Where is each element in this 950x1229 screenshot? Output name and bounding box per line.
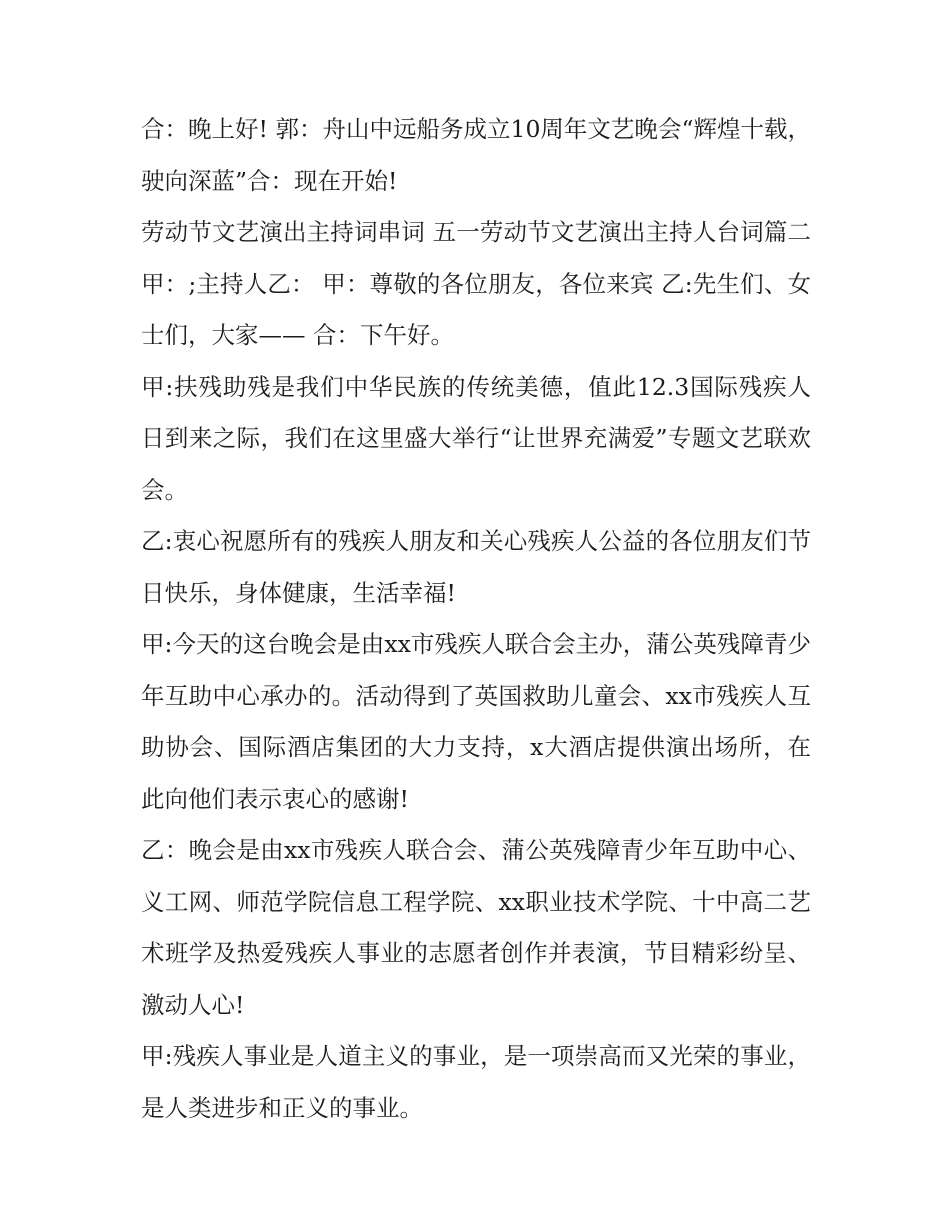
paragraph: 甲:今天的这台晚会是由xx市残疾人联合会主办，蒲公英残障青少年互助中心承办的。活动得到了英国救助儿童会、xx市残疾人互助协会、国际酒店集团的大力支持，x大酒店提供演出场所，在此向他们表示衷心的感谢!: [141, 630, 811, 813]
paragraph: 劳动节文艺演出主持词串词 五一劳动节文艺演出主持人台词篇二 甲：;主持人乙： 甲：尊敬的各位朋友，各位来宾 乙:先生们、女士们，大家—— 合：下午好。: [141, 218, 811, 349]
paragraph: 乙:衷心祝愿所有的残疾人朋友和关心残疾人公益的各位朋友们节日快乐，身体健康，生活幸福!: [141, 527, 811, 607]
paragraph: 乙：晚会是由xx市残疾人联合会、蒲公英残障青少年互助中心、义工网、师范学院信息工程学院、xx职业技术学院、十中高二艺术班学及热爱残疾人事业的志愿者创作并表演，节目精彩纷呈、激动人心!: [141, 836, 811, 1019]
paragraph: 甲:残疾人事业是人道主义的事业，是一项崇高而又光荣的事业，是人类进步和正义的事业。: [141, 1042, 811, 1122]
paragraph: 甲:扶残助残是我们中华民族的传统美德，值此12.3国际残疾人日到来之际，我们在这里盛大举行“让世界充满爱”专题文艺联欢会。: [141, 372, 811, 504]
paragraph: 合：晚上好! 郭：舟山中远船务成立10周年文艺晚会“辉煌十载，驶向深蓝”合：现在开始!: [141, 115, 811, 195]
document-body: [141, 104, 811, 1134]
